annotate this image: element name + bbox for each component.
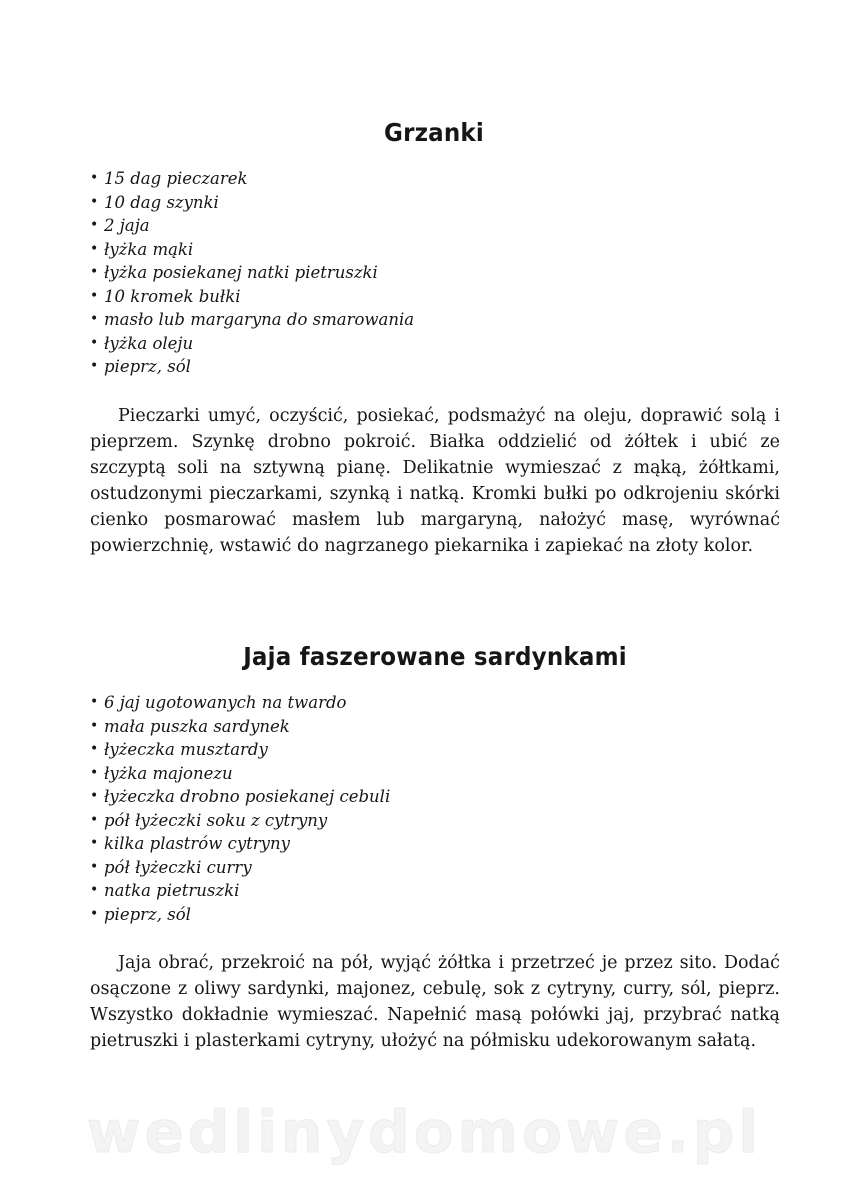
ingredient-item: • masło lub margaryna do smarowania — [90, 308, 790, 332]
ingredient-item: • natka pietruszki — [90, 879, 790, 903]
ingredient-list — [90, 691, 790, 926]
recipe-title: Jaja faszerowane sardynkami — [243, 642, 627, 671]
ingredient-item: • pół łyżeczki curry — [90, 856, 790, 880]
recipe-jaja-faszerowane — [90, 642, 790, 1054]
ingredient-item: • pół łyżeczki soku z cytryny — [90, 809, 790, 833]
recipe-title: Grzanki — [384, 118, 484, 147]
ingredient-item: • pieprz, sól — [90, 903, 790, 927]
ingredient-item: • 10 kromek bułki — [90, 285, 790, 309]
ingredient-item: • pieprz, sól — [90, 355, 790, 379]
recipe-method: Pieczarki umyć, oczyścić, posiekać, podsmażyć na oleju, doprawić solą i pieprzem. Szynkę drobno pokroić. Białka oddzielić od żółtek i ubić ze szczyptą soli na sztywną pianę. Delikatnie wymieszać z mąką, żółtkami, ostudzonymi pieczarkami, szynką i natką. Kromki bułki po odkrojeniu skórki cienko posmarować masłem lub margaryną, nałożyć masę, wyrównać powierzchnię, wstawić do nagrzanego piekarnika i zapiekać na złoty kolor. — [90, 405, 780, 556]
ingredient-item: • 2 jaja — [90, 214, 790, 238]
ingredient-item: • kilka plastrów cytryny — [90, 832, 790, 856]
ingredient-item: • łyżka posiekanej natki pietruszki — [90, 261, 790, 285]
watermark: wedlinydomowe.pl — [86, 1098, 763, 1166]
ingredient-item: • łyżka mąki — [90, 238, 790, 262]
ingredient-item: • łyżeczka musztardy — [90, 738, 790, 762]
ingredient-list — [90, 167, 790, 379]
ingredient-item: • mała puszka sardynek — [90, 715, 790, 739]
recipe-grzanki — [90, 118, 790, 559]
ingredient-item: • łyżeczka drobno posiekanej cebuli — [90, 785, 790, 809]
ingredient-item: • 10 dag szynki — [90, 191, 790, 215]
ingredient-item: • 15 dag pieczarek — [90, 167, 790, 191]
ingredient-item: • 6 jaj ugotowanych na twardo — [90, 691, 790, 715]
ingredient-item: • łyżka oleju — [90, 332, 790, 356]
ingredient-item: • łyżka majonezu — [90, 762, 790, 786]
recipe-method: Jaja obrać, przekroić na pół, wyjąć żółtka i przetrzeć je przez sito. Dodać osączone z oliwy sardynki, majonez, cebulę, sok z cytryny, curry, sól, pieprz. Wszystko dokładnie wymieszać. Napełnić masą połówki jaj, przybrać natką pietruszki i plasterkami cytryny, ułożyć na półmisku udekorowanym sałatą. — [90, 953, 780, 1051]
